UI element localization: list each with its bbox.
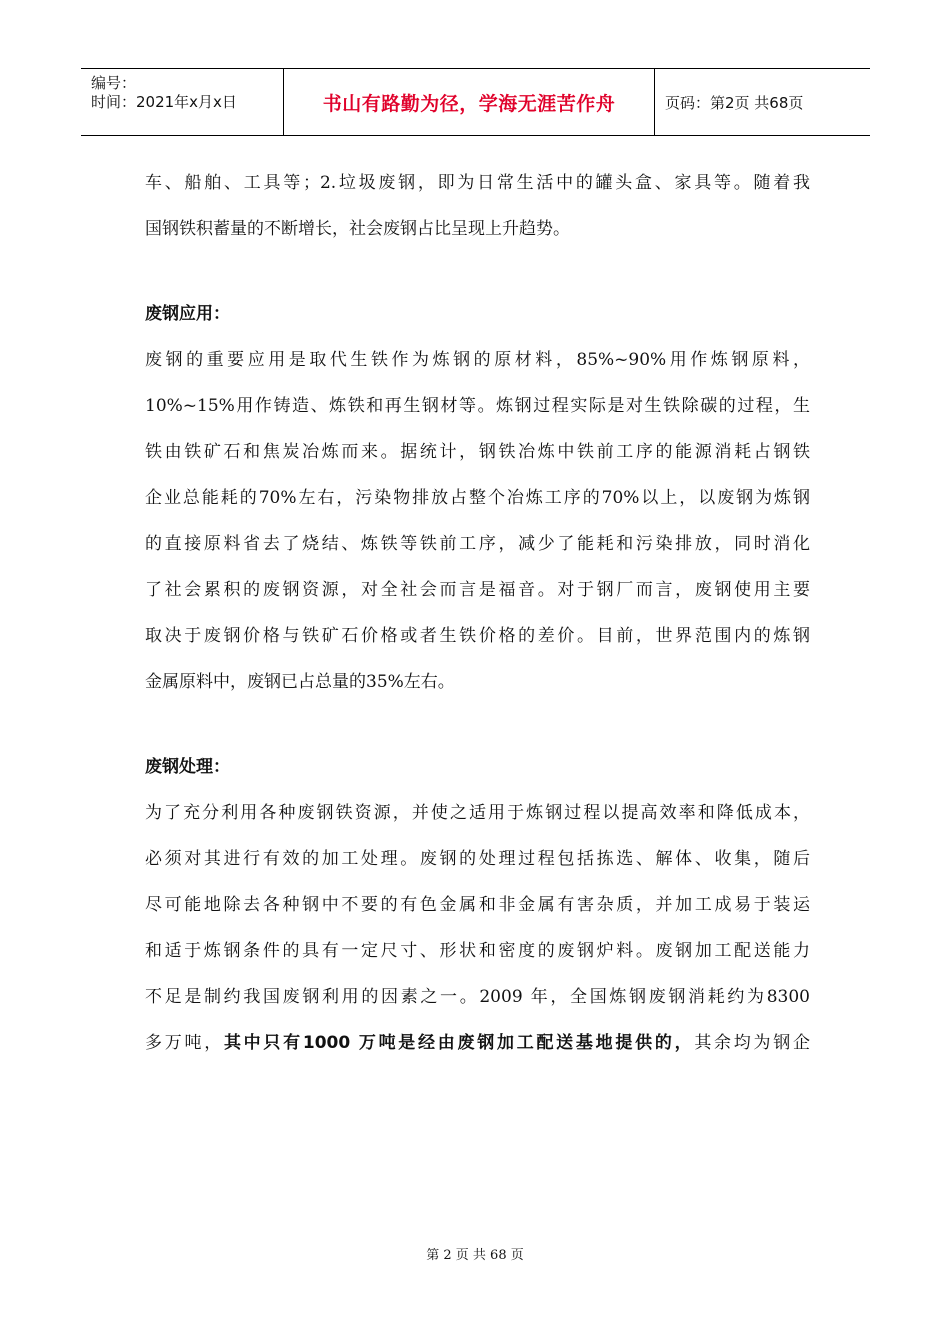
text-line: 了社会累积的废钢资源，对全社会而言是福音。对于钢厂而言，废钢使用主要: [145, 580, 810, 600]
header-motto: 书山有路勤为径，学海无涯苦作舟: [283, 69, 655, 135]
page-footer: 第 2 页 共 68 页: [426, 1248, 524, 1263]
document-date-label: 时间：2021年x月x日: [91, 93, 237, 111]
document-number-label: 编号：: [91, 74, 137, 92]
text-line: 必须对其进行有效的加工处理。废钢的处理过程包括拣选、解体、收集，随后: [145, 849, 810, 869]
section-heading-processing: 废钢处理：: [145, 757, 230, 777]
header-meta: [81, 69, 283, 135]
text-segment: 其余均为钢企: [694, 1033, 810, 1053]
text-segment: 多万吨，: [145, 1033, 224, 1053]
intro-paragraph: [145, 160, 810, 252]
text-line: 不足是制约我国废钢利用的因素之一。2009 年，全国炼钢废钢消耗约为8300: [145, 987, 810, 1007]
page-header: [81, 68, 870, 136]
text-line: 铁由铁矿石和焦炭冶炼而来。据统计，钢铁冶炼中铁前工序的能源消耗占钢铁: [145, 442, 810, 462]
document-body: [145, 160, 810, 1066]
application-paragraph: [145, 337, 810, 705]
section-heading-application: 废钢应用：: [145, 304, 230, 324]
text-line: 10%~15%用作铸造、炼铁和再生钢材等。炼钢过程实际是对生铁除碳的过程，生: [145, 396, 810, 416]
text-line: 和适于炼钢条件的具有一定尺寸、形状和密度的废钢炉料。废钢加工配送能力: [145, 941, 810, 961]
text-line: 国钢铁积蓄量的不断增长，社会废钢占比呈现上升趋势。: [145, 219, 570, 239]
text-line: 企业总能耗的70%左右，污染物排放占整个冶炼工序的70%以上，以废钢为炼钢: [145, 488, 810, 508]
text-line: 车、船舶、工具等；2.垃圾废钢，即为日常生活中的罐头盒、家具等。随着我: [145, 173, 810, 193]
text-line: 尽可能地除去各种钢中不要的有色金属和非金属有害杂质，并加工成易于装运: [145, 895, 810, 915]
text-line: 的直接原料省去了烧结、炼铁等铁前工序，减少了能耗和污染排放，同时消化: [145, 534, 810, 554]
text-line-mixed: [145, 1020, 810, 1066]
header-page-info: 页码：第2页 共68页: [665, 93, 804, 112]
text-line: 取决于废钢价格与铁矿石价格或者生铁价格的差价。目前，世界范围内的炼钢: [145, 626, 810, 646]
text-line: 为了充分利用各种废钢铁资源，并使之适用于炼钢过程以提高效率和降低成本，: [145, 803, 810, 823]
text-line: 废钢的重要应用是取代生铁作为炼钢的原材料，85%~90%用作炼钢原料，: [145, 350, 810, 370]
bold-text-segment: 其中只有1000 万吨是经由废钢加工配送基地提供的，: [223, 1033, 695, 1053]
text-line: 金属原料中，废钢已占总量的35%左右。: [145, 672, 455, 692]
processing-paragraph: [145, 790, 810, 1066]
